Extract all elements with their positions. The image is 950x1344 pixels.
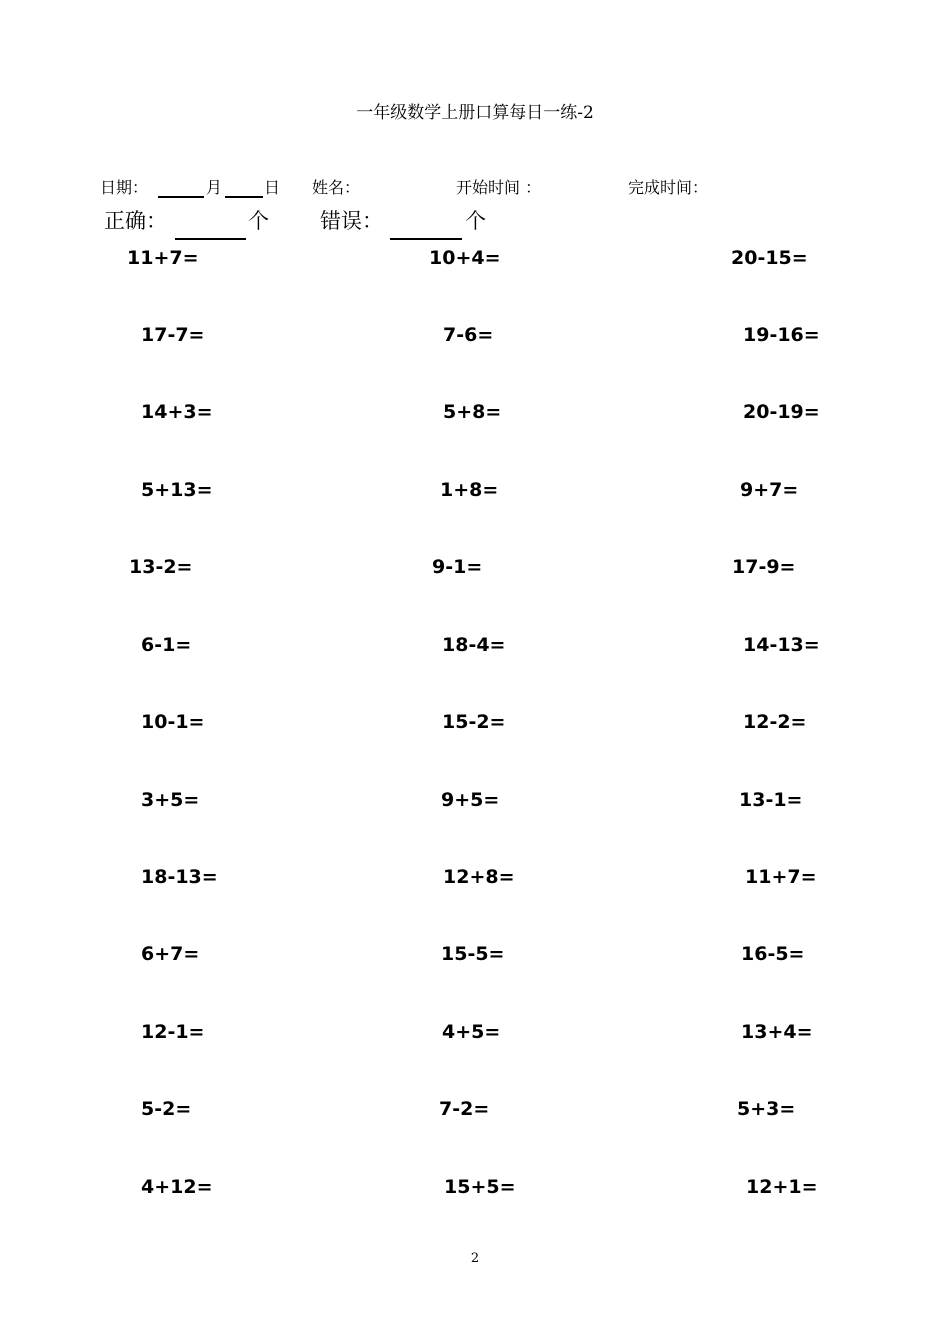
problem-r10-c1: 6+7= <box>141 943 200 965</box>
problem-r11-c1: 12-1= <box>141 1021 205 1043</box>
problem-r13-c2: 15+5= <box>444 1176 516 1198</box>
problem-r6-c3: 14-13= <box>743 634 820 656</box>
correct-count-blank[interactable] <box>175 238 246 240</box>
problem-r9-c3: 11+7= <box>745 866 817 888</box>
problem-r12-c2: 7-2= <box>439 1098 490 1120</box>
finish-time-label: 完成时间： <box>628 178 709 197</box>
day-blank[interactable] <box>225 196 263 198</box>
correct-unit-label: 个 <box>248 209 269 233</box>
problem-r7-c2: 15-2= <box>442 711 506 733</box>
page-number: 2 <box>470 1251 480 1266</box>
start-time-label: 开始时间 ： <box>456 178 542 197</box>
problem-r9-c2: 12+8= <box>443 866 515 888</box>
problem-r5-c3: 17-9= <box>732 556 796 578</box>
month-label: 月 <box>206 178 223 197</box>
month-blank[interactable] <box>158 196 204 198</box>
correct-label: 正确： <box>104 209 167 233</box>
problem-r6-c1: 6-1= <box>141 634 192 656</box>
problem-r2-c1: 17-7= <box>141 324 205 346</box>
problem-r11-c3: 13+4= <box>741 1021 813 1043</box>
problem-r3-c3: 20-19= <box>743 401 820 423</box>
problem-r13-c1: 4+12= <box>141 1176 213 1198</box>
problem-r2-c3: 19-16= <box>743 324 820 346</box>
date-label: 日期： <box>100 178 149 197</box>
problem-r8-c3: 13-1= <box>739 789 803 811</box>
problem-r5-c2: 9-1= <box>432 556 483 578</box>
problem-r4-c2: 1+8= <box>440 479 499 501</box>
problem-r1-c3: 20-15= <box>731 247 808 269</box>
problem-r7-c3: 12-2= <box>743 711 807 733</box>
problem-r1-c2: 10+4= <box>429 247 501 269</box>
problem-r4-c3: 9+7= <box>740 479 799 501</box>
problem-r7-c1: 10-1= <box>141 711 205 733</box>
problem-r10-c2: 15-5= <box>441 943 505 965</box>
problem-r2-c2: 7-6= <box>443 324 494 346</box>
problem-r13-c3: 12+1= <box>746 1176 818 1198</box>
problem-r1-c1: 11+7= <box>127 247 199 269</box>
problem-r12-c3: 5+3= <box>737 1098 796 1120</box>
problem-r8-c1: 3+5= <box>141 789 200 811</box>
problem-r11-c2: 4+5= <box>442 1021 501 1043</box>
problem-r5-c1: 13-2= <box>129 556 193 578</box>
name-label: 姓名： <box>312 178 361 197</box>
problem-r9-c1: 18-13= <box>141 866 218 888</box>
problem-r4-c1: 5+13= <box>141 479 213 501</box>
problem-r10-c3: 16-5= <box>741 943 805 965</box>
wrong-unit-label: 个 <box>465 209 486 233</box>
problem-r3-c2: 5+8= <box>443 401 502 423</box>
problem-r3-c1: 14+3= <box>141 401 213 423</box>
day-label: 日 <box>264 178 281 197</box>
problem-r8-c2: 9+5= <box>441 789 500 811</box>
page-title: 一年级数学上册口算每日一练-2 <box>356 103 594 123</box>
wrong-label: 错误： <box>320 209 383 233</box>
wrong-count-blank[interactable] <box>390 238 462 240</box>
problem-r6-c2: 18-4= <box>442 634 506 656</box>
problem-r12-c1: 5-2= <box>141 1098 192 1120</box>
